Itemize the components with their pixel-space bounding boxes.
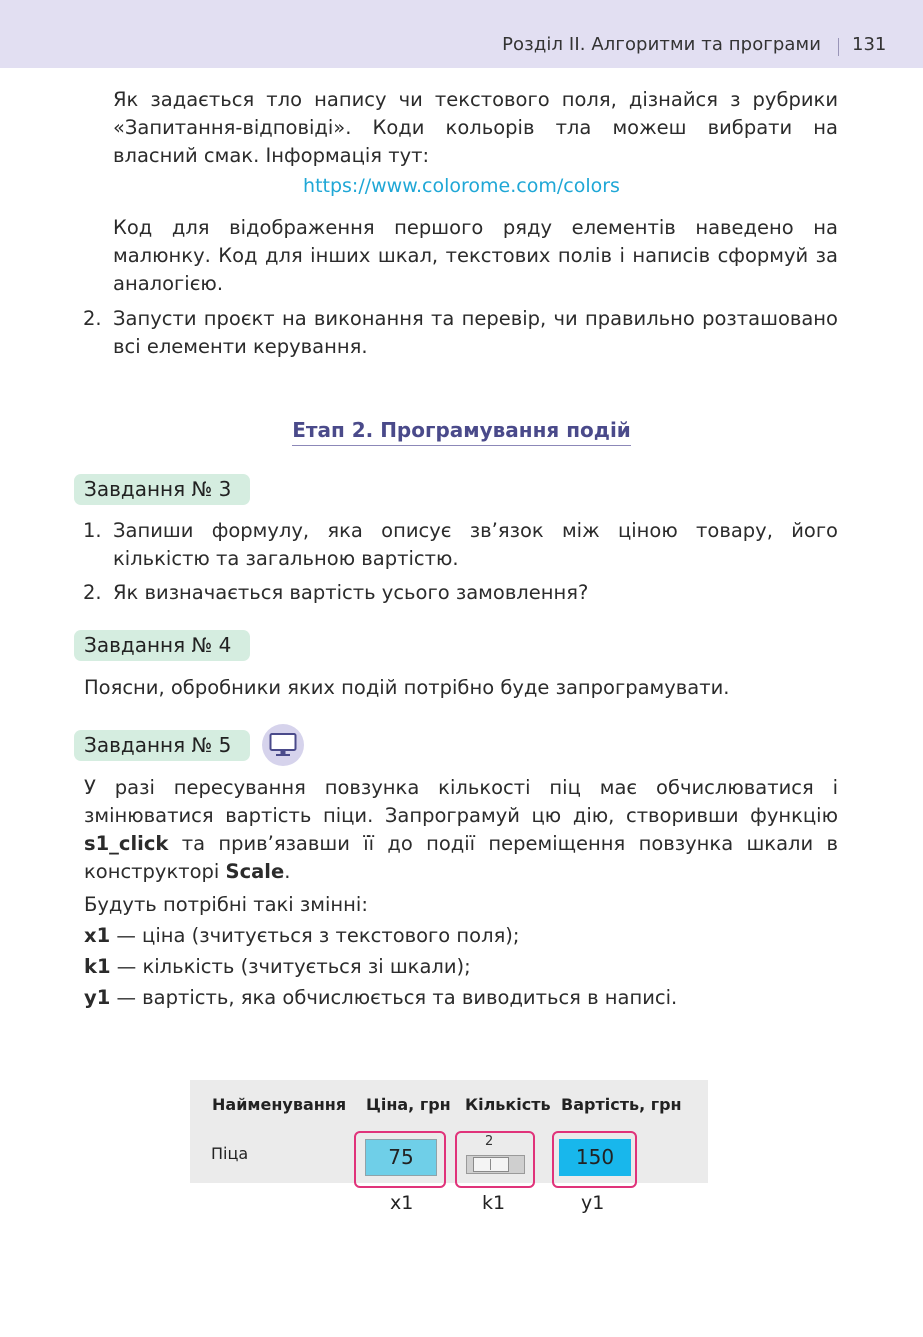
list-number: 1. xyxy=(83,519,102,542)
task5-badge: Завдання № 5 xyxy=(74,730,250,761)
task4-badge: Завдання № 4 xyxy=(74,630,250,661)
price-entry[interactable]: 75 xyxy=(365,1139,437,1176)
var-item: x1 — ціна (зчитується з текстового поля); xyxy=(84,924,520,947)
var-item: k1 — кількість (зчитується зі шкали); xyxy=(84,955,471,978)
list-item: Запиши формулу, яка описує зв’язок між ціною товару, його кількістю та загальною вартістю. xyxy=(113,519,838,570)
constructor-name: Scale xyxy=(225,860,285,883)
task4-text: Поясни, обробники яких подій потрібно буде запрограмувати. xyxy=(84,676,730,699)
scale-value: 2 xyxy=(485,1134,494,1149)
list-item: Запусти проєкт на виконання та перевір, чи правильно розташовано всі елементи керування. xyxy=(113,307,838,358)
function-name: s1_click xyxy=(84,832,169,855)
var-label-x1: x1 xyxy=(390,1192,414,1214)
var-item: y1 — вартість, яка обчислюється та виводиться в написі. xyxy=(84,986,678,1009)
cost-label: 150 xyxy=(559,1139,631,1176)
code-paragraph: Код для відображення першого ряду елементів наведено на малюнку. Код для інших шкал, текстових полів і написів сформуй за аналогією. xyxy=(113,216,838,295)
task3-badge: Завдання № 3 xyxy=(74,474,250,505)
column-header-quantity: Кількість xyxy=(465,1095,551,1114)
column-header-cost: Вартість, грн xyxy=(561,1095,682,1114)
scale-slider-handle[interactable] xyxy=(473,1157,509,1172)
var-label-k1: k1 xyxy=(482,1192,506,1214)
column-header-name: Найменування xyxy=(212,1095,347,1114)
page-number: 131 xyxy=(852,34,887,55)
list-number: 2. xyxy=(83,581,102,604)
chapter-title: Розділ ІІ. Алгоритми та програми xyxy=(502,34,821,55)
header-divider xyxy=(838,38,839,56)
task5-text: У разі пересування повзунка кількості піц має обчислюватися і змінюватися вартість піци. Запрограмуй цю дію, створивши функцію s1_click та прив’язавши її до події переміщення повзунка шкали в конструкторі Scale. xyxy=(84,776,838,883)
column-header-price: Ціна, грн xyxy=(366,1095,451,1114)
stage-title-text: Етап 2. Програмування подій xyxy=(292,418,631,446)
list-item: Як визначається вартість усього замовлення? xyxy=(113,581,589,604)
list-number: 2. xyxy=(83,307,102,330)
colors-link[interactable]: https://www.colorome.com/colors xyxy=(303,175,620,197)
monitor-icon xyxy=(262,724,304,766)
page-header xyxy=(0,0,923,68)
stage-title xyxy=(0,418,923,446)
var-label-y1: y1 xyxy=(581,1192,605,1214)
row-label-pizza: Піца xyxy=(211,1144,249,1163)
vars-intro: Будуть потрібні такі змінні: xyxy=(84,893,368,916)
intro-paragraph: Як задається тло напису чи текстового поля, дізнайся з рубрики «Запитання-відповіді». Коди кольорів тла можеш вибрати на власний смак. Інформація тут: xyxy=(113,88,838,167)
